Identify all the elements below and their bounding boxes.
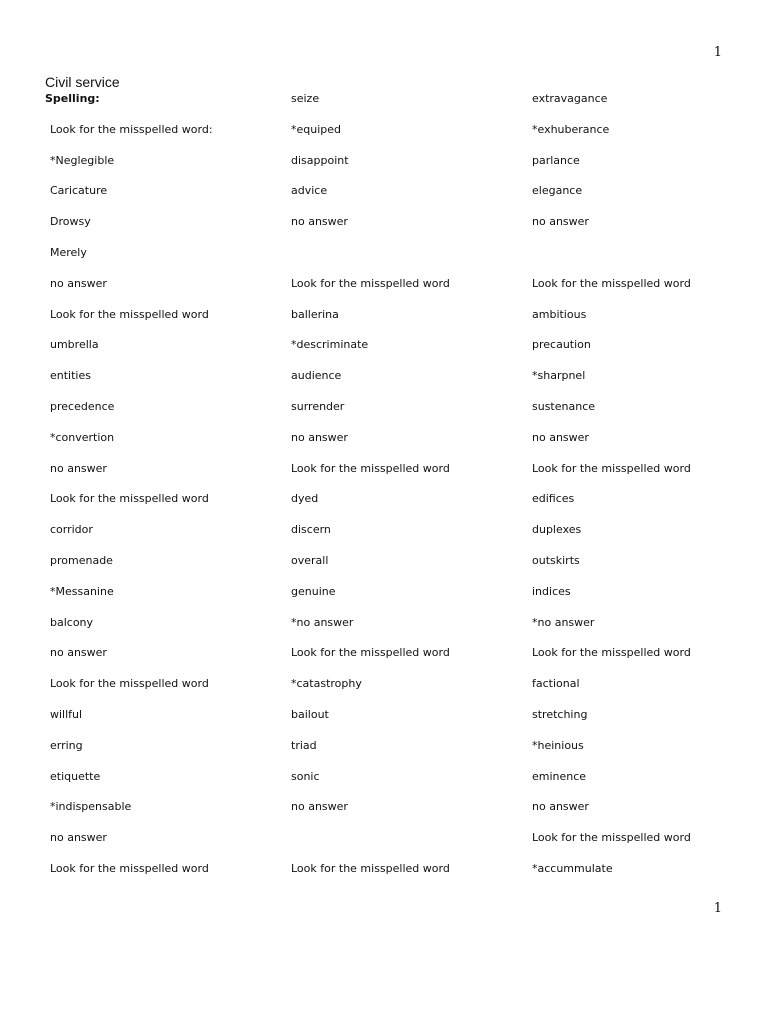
word-entry: *accummulate [532,861,613,875]
word-entry: no answer [291,800,348,814]
word-entry: precedence [50,399,115,413]
word-entry: *equiped [291,122,342,136]
word-entry: ambitious [532,307,587,321]
word-entry: genuine [291,584,336,598]
column-1 [45,91,275,892]
column-2 [291,91,521,892]
word-entry: *catastrophy [291,677,362,691]
word-entry: umbrella [50,338,99,352]
word-entry: *heinious [532,738,584,752]
word-entry: surrender [291,399,345,413]
word-entry: sustenance [532,399,596,413]
word-entry: Look for the misspelled word [50,861,209,875]
word-entry: *no answer [291,615,354,629]
column-3 [532,91,762,892]
word-entry: *indispensable [50,800,132,814]
word-entry: promenade [50,553,113,567]
word-entry: Merely [50,245,87,259]
word-entry: dyed [291,492,319,506]
word-entry: audience [291,369,342,383]
word-entry: triad [291,738,317,752]
word-entry: eminence [532,769,587,783]
word-entry: Look for the misspelled word [50,677,209,691]
word-entry: Look for the misspelled word [291,861,450,875]
word-entry: Look for the misspelled word [50,492,209,506]
word-entry: corridor [50,523,93,537]
word-entry: Drowsy [50,215,91,229]
word-entry: stretching [532,707,588,721]
word-entry: disappoint [291,153,349,167]
section-heading: Spelling: [45,92,100,105]
word-entry: Look for the misspelled word [532,831,691,845]
word-entry: entities [50,369,91,383]
word-entry: seize [291,92,320,105]
word-entry: *descriminate [291,338,369,352]
word-entry: *Messanine [50,584,114,598]
word-entry: no answer [532,800,589,814]
word-entry: Look for the misspelled word [532,461,691,475]
word-entry: sonic [291,769,320,783]
page-number-top: 1 [713,45,722,60]
word-entry: elegance [532,184,583,198]
word-entry: Look for the misspelled word [291,646,450,660]
word-entry: parlance [532,153,580,167]
word-entry: balcony [50,615,94,629]
page-number-bottom: 1 [713,901,722,916]
word-entry: Look for the misspelled word [291,461,450,475]
word-entry: Look for the misspelled word [50,307,209,321]
word-entry: willful [50,707,83,721]
word-entry: etiquette [50,769,101,783]
word-entry: no answer [291,215,348,229]
word-entry: extravagance [532,92,608,105]
word-entry: *convertion [50,430,115,444]
word-entry: *sharpnel [532,369,586,383]
word-entry: Look for the misspelled word [532,646,691,660]
word-entry: *Neglegible [50,153,115,167]
word-entry: no answer [532,430,589,444]
word-entry: factional [532,677,580,691]
word-entry: overall [291,553,329,567]
word-entry: no answer [50,831,107,845]
word-entry [291,245,521,276]
word-entry: no answer [50,646,107,660]
word-entry: precaution [532,338,591,352]
word-entry [532,245,762,276]
word-entry: no answer [532,215,589,229]
word-entry: discern [291,523,331,537]
word-entry: bailout [291,707,329,721]
document-title: Civil service [45,74,120,90]
word-entry: no answer [50,461,107,475]
word-entry: indices [532,584,571,598]
word-entry: no answer [291,430,348,444]
word-entry: Look for the misspelled word: [50,122,213,136]
word-entry: *no answer [532,615,595,629]
word-entry: ballerina [291,307,339,321]
word-entry: Look for the misspelled word [291,276,450,290]
word-entry: outskirts [532,553,580,567]
word-entry: Look for the misspelled word [532,276,691,290]
word-entry: no answer [50,276,107,290]
word-entry: advice [291,184,328,198]
word-entry: erring [50,738,83,752]
word-entry: edifices [532,492,575,506]
word-entry: *exhuberance [532,122,610,136]
word-entry: Caricature [50,184,108,198]
word-entry: duplexes [532,523,582,537]
word-entry [291,830,521,861]
